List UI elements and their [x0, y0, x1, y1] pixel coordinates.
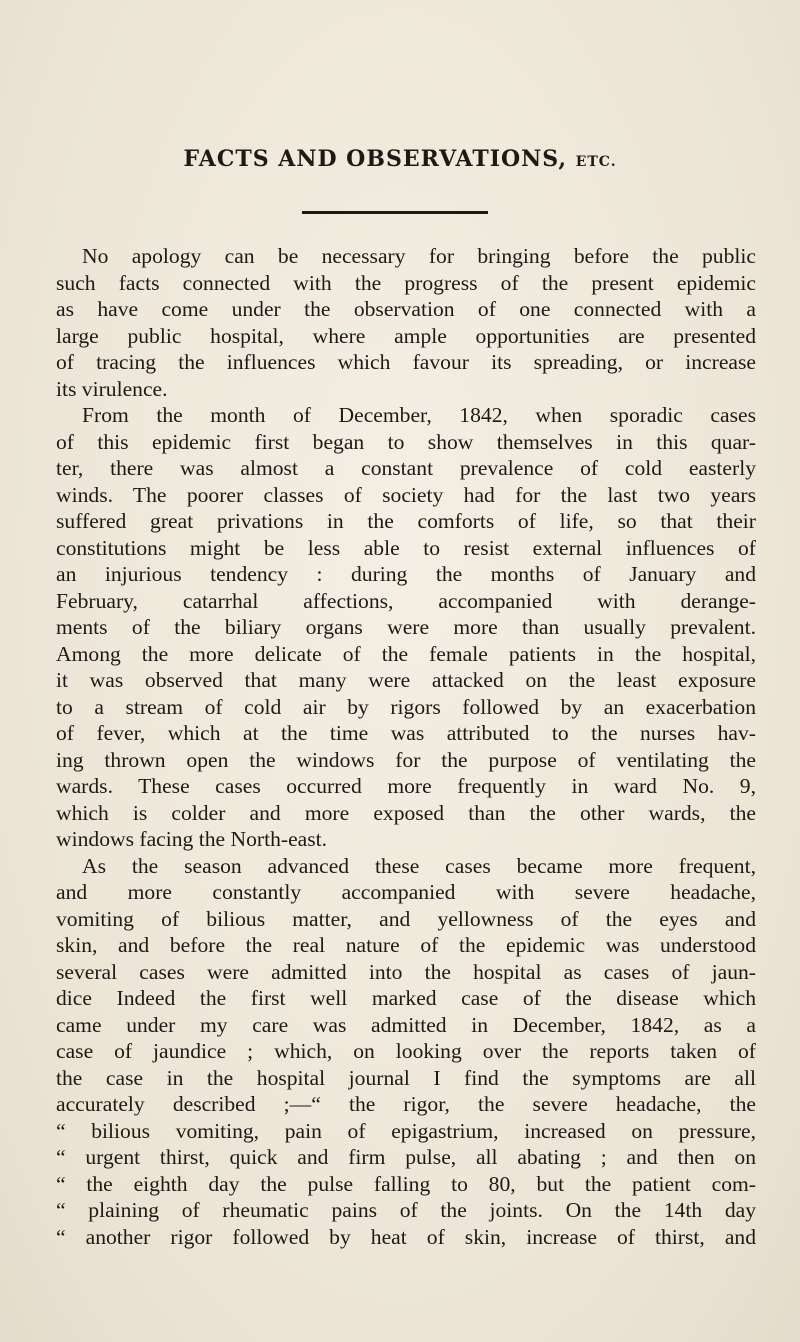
- running-head: [0, 146, 800, 172]
- text-line: case of jaundice ; which, on looking over the reports taken of: [56, 1039, 756, 1063]
- body-text: [56, 243, 756, 1250]
- text-line: the case in the hospital journal I find the symptoms are all: [56, 1065, 756, 1090]
- text-line: “ the eighth day the pulse falling to 80, but the patient com-: [56, 1171, 756, 1196]
- text-line: dice Indeed the first well marked case of the disease which: [56, 986, 756, 1010]
- text-line: “ plaining of rheumatic pains of the joints. On the 14th day: [56, 1198, 756, 1222]
- text-line: windows facing the North-east.: [56, 827, 328, 851]
- text-line: suffered great privations in the comforts of life, so that their: [56, 509, 756, 533]
- text-line: came under my care was admitted in December, 1842, as a: [56, 1012, 756, 1037]
- text-line: to a stream of cold air by rigors followed by an exacerbation: [56, 694, 756, 719]
- running-head-title: FACTS AND OBSERVATIONS,: [183, 146, 568, 172]
- text-line: large public hospital, where ample opportunities are presented: [56, 323, 756, 348]
- running-head-suffix: ETC.: [575, 154, 617, 170]
- text-line: an injurious tendency : during the months of January and: [56, 562, 756, 586]
- text-line: winds. The poorer classes of society had for the last two years: [56, 482, 756, 507]
- text-line: vomiting of bilious matter, and yellowness of the eyes and: [56, 906, 756, 931]
- text-line: as have come under the observation of one connected with a: [56, 297, 756, 321]
- text-line: From the month of December, 1842, when sporadic cases: [82, 403, 756, 427]
- text-line: ing thrown open the windows for the purpose of ventilating the: [56, 747, 756, 772]
- text-line: several cases were admitted into the hospital as cases of jaun-: [56, 959, 756, 984]
- text-line: ter, there was almost a constant prevalence of cold easterly: [56, 456, 756, 480]
- text-line: it was observed that many were attacked on the least exposure: [56, 668, 756, 692]
- text-line: Among the more delicate of the female patients in the hospital,: [56, 641, 756, 666]
- text-line: of fever, which at the time was attributed to the nurses hav-: [56, 721, 756, 745]
- text-line: of tracing the influences which favour its spreading, or increase: [56, 350, 756, 374]
- text-line: accurately described ;—“ the rigor, the severe headache, the: [56, 1092, 756, 1116]
- text-line: constitutions might be less able to resist external influences of: [56, 535, 756, 560]
- text-line: No apology can be necessary for bringing before the public: [82, 244, 756, 268]
- text-line: February, catarrhal affections, accompanied with derange-: [56, 588, 756, 613]
- text-line: “ bilious vomiting, pain of epigastrium, increased on pressure,: [56, 1118, 756, 1143]
- text-line: As the season advanced these cases became more frequent,: [82, 853, 756, 878]
- text-line: skin, and before the real nature of the epidemic was understood: [56, 933, 756, 957]
- text-line: wards. These cases occurred more frequently in ward No. 9,: [56, 774, 756, 798]
- header-rule: [302, 211, 488, 214]
- text-line: ments of the biliary organs were more than usually prevalent.: [56, 615, 756, 639]
- text-line: “ urgent thirst, quick and firm pulse, all abating ; and then on: [56, 1145, 756, 1169]
- text-line: which is colder and more exposed than the other wards, the: [56, 800, 756, 825]
- text-line: such facts connected with the progress of the present epidemic: [56, 270, 756, 295]
- text-line: and more constantly accompanied with severe headache,: [56, 880, 756, 904]
- text-line: “ another rigor followed by heat of skin, increase of thirst, and: [56, 1224, 756, 1249]
- text-line: of this epidemic first began to show themselves in this quar-: [56, 429, 756, 454]
- text-line: its virulence.: [56, 376, 168, 401]
